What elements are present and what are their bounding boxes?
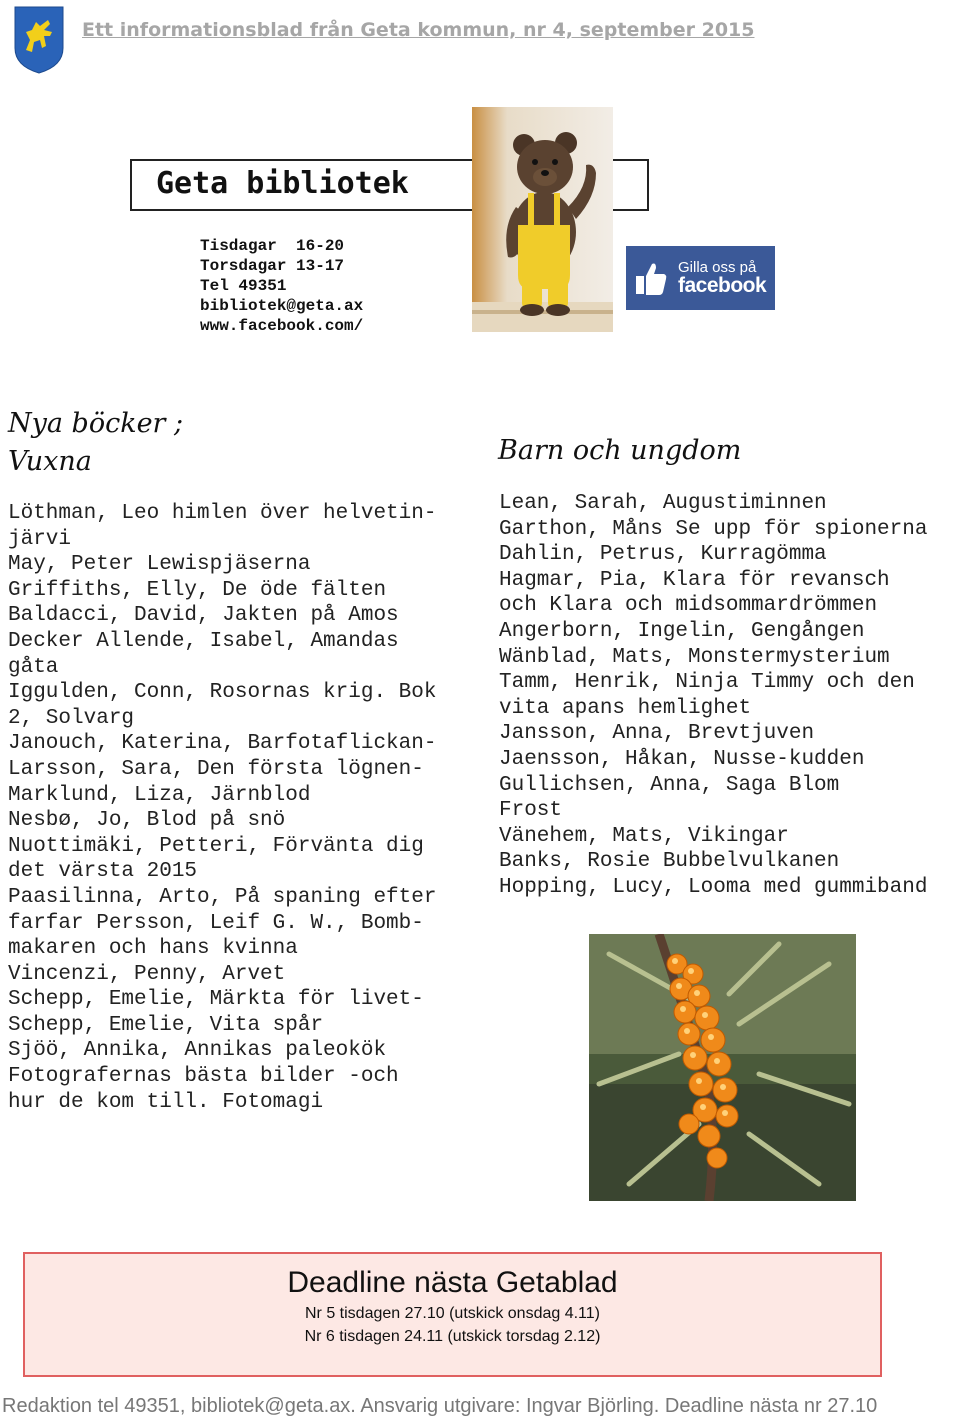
list-item: Wänblad, Mats, Monstermysterium	[499, 645, 890, 669]
library-facebook-url[interactable]: www.facebook.com/	[200, 317, 364, 335]
facebook-like-badge[interactable]	[626, 246, 775, 310]
list-item: Jaensson, Håkan, Nusse-kudden	[499, 747, 865, 771]
new-books-adults-heading	[8, 405, 308, 481]
library-phone: Tel 49351	[200, 277, 287, 295]
list-item: vita apans hemlighet	[499, 696, 752, 720]
list-item: Hopping, Lucy, Looma med gummiband	[499, 875, 928, 899]
deadline-issue-6: Nr 6 tisdagen 24.11 (utskick torsdag 2.12)	[304, 1328, 601, 1345]
list-item: makaren och hans kvinna	[8, 937, 298, 961]
list-item: Banks, Rosie Bubbelvulkanen	[499, 850, 840, 874]
list-item: Iggulden, Conn, Rosornas krig. Bok	[8, 681, 437, 705]
list-item: Paasilinna, Arto, På spaning efter	[8, 885, 437, 909]
list-item: Vänehem, Mats, Vikingar	[499, 824, 789, 848]
list-item: Jansson, Anna, Brevtjuven	[499, 722, 815, 746]
list-item: det värsta 2015	[8, 860, 198, 884]
heading-line-1: Nya böcker ;	[8, 408, 184, 439]
list-item: farfar Persson, Leif G. W., Bomb-	[8, 911, 424, 935]
list-item: Baldacci, David, Jakten på Amos	[8, 604, 399, 628]
list-item: Schepp, Emelie, Vita spår	[8, 1013, 324, 1037]
list-item: järvi	[8, 527, 72, 551]
list-item: Dahlin, Petrus, Kurragömma	[499, 543, 827, 567]
deadline-title: Deadline nästa Getablad	[287, 1266, 618, 1299]
list-item: Garthon, Måns Se upp för spionerna	[499, 517, 928, 541]
opening-hours-tuesday: Tisdagar 16-20	[200, 237, 345, 255]
list-item: Schepp, Emelie, Märkta för livet-	[8, 988, 424, 1012]
library-info	[200, 236, 363, 336]
thumbs-up-icon	[634, 258, 668, 298]
library-title: Geta bibliotek	[156, 166, 409, 201]
deadline-issue-5: Nr 5 tisdagen 27.10 (utskick onsdag 4.11)	[305, 1305, 600, 1322]
deadline-box	[23, 1252, 882, 1377]
municipality-crest-logo	[14, 6, 64, 74]
list-item: Griffiths, Elly, De öde fälten	[8, 578, 387, 602]
list-item: Vincenzi, Penny, Arvet	[8, 962, 286, 986]
opening-hours-thursday: Torsdagar 13-17	[200, 257, 345, 275]
list-item: Löthman, Leo himlen över helvetin-	[8, 502, 437, 525]
list-item: Fotografernas bästa bilder -och	[8, 1065, 399, 1089]
facebook-badge-line1: Gilla oss på	[678, 259, 757, 276]
list-item: Nesbø, Jo, Blod på snö	[8, 809, 286, 833]
newsletter-header[interactable]: Ett informationsblad från Geta kommun, nr 4, september 2015	[82, 19, 755, 41]
sea-buckthorn-photo	[589, 934, 856, 1201]
adult-books-list	[8, 501, 436, 1115]
children-youth-heading: Barn och ungdom	[498, 435, 742, 466]
list-item: Gullichsen, Anna, Saga Blom	[499, 773, 840, 797]
list-item: Hagmar, Pia, Klara för revansch	[499, 568, 890, 592]
list-item: Marklund, Liza, Järnblod	[8, 783, 311, 807]
list-item: och Klara och midsommardrömmen	[499, 594, 878, 618]
list-item: Lean, Sarah, Augustiminnen	[499, 492, 827, 515]
heading-line-2: Vuxna	[8, 446, 92, 477]
list-item: Angerborn, Ingelin, Gengången	[499, 619, 865, 643]
list-item: Decker Allende, Isabel, Amandas	[8, 629, 399, 653]
list-item: Janouch, Katerina, Barfotaflickan-	[8, 732, 437, 756]
footer-editorial-info: Redaktion tel 49351, bibliotek@geta.ax. Ansvarig utgivare: Ingvar Björling. Deadline nästa nr 27.10	[2, 1395, 878, 1417]
library-email[interactable]: bibliotek@geta.ax	[200, 297, 364, 315]
teddy-bear-photo	[472, 107, 613, 332]
children-books-list	[499, 491, 927, 901]
list-item: gåta	[8, 655, 59, 679]
list-item: Tamm, Henrik, Ninja Timmy och den	[499, 671, 915, 695]
list-item: Sjöö, Annika, Annikas paleokök	[8, 1039, 387, 1063]
facebook-badge-line2: facebook	[678, 274, 767, 297]
list-item: hur de kom till. Fotomagi	[8, 1090, 324, 1114]
list-item: May, Peter Lewispjäserna	[8, 553, 311, 577]
list-item: 2, Solvarg	[8, 706, 135, 730]
list-item: Frost	[499, 799, 563, 823]
list-item: Nuottimäki, Petteri, Förvänta dig	[8, 834, 424, 858]
list-item: Larsson, Sara, Den första lögnen-	[8, 757, 424, 781]
